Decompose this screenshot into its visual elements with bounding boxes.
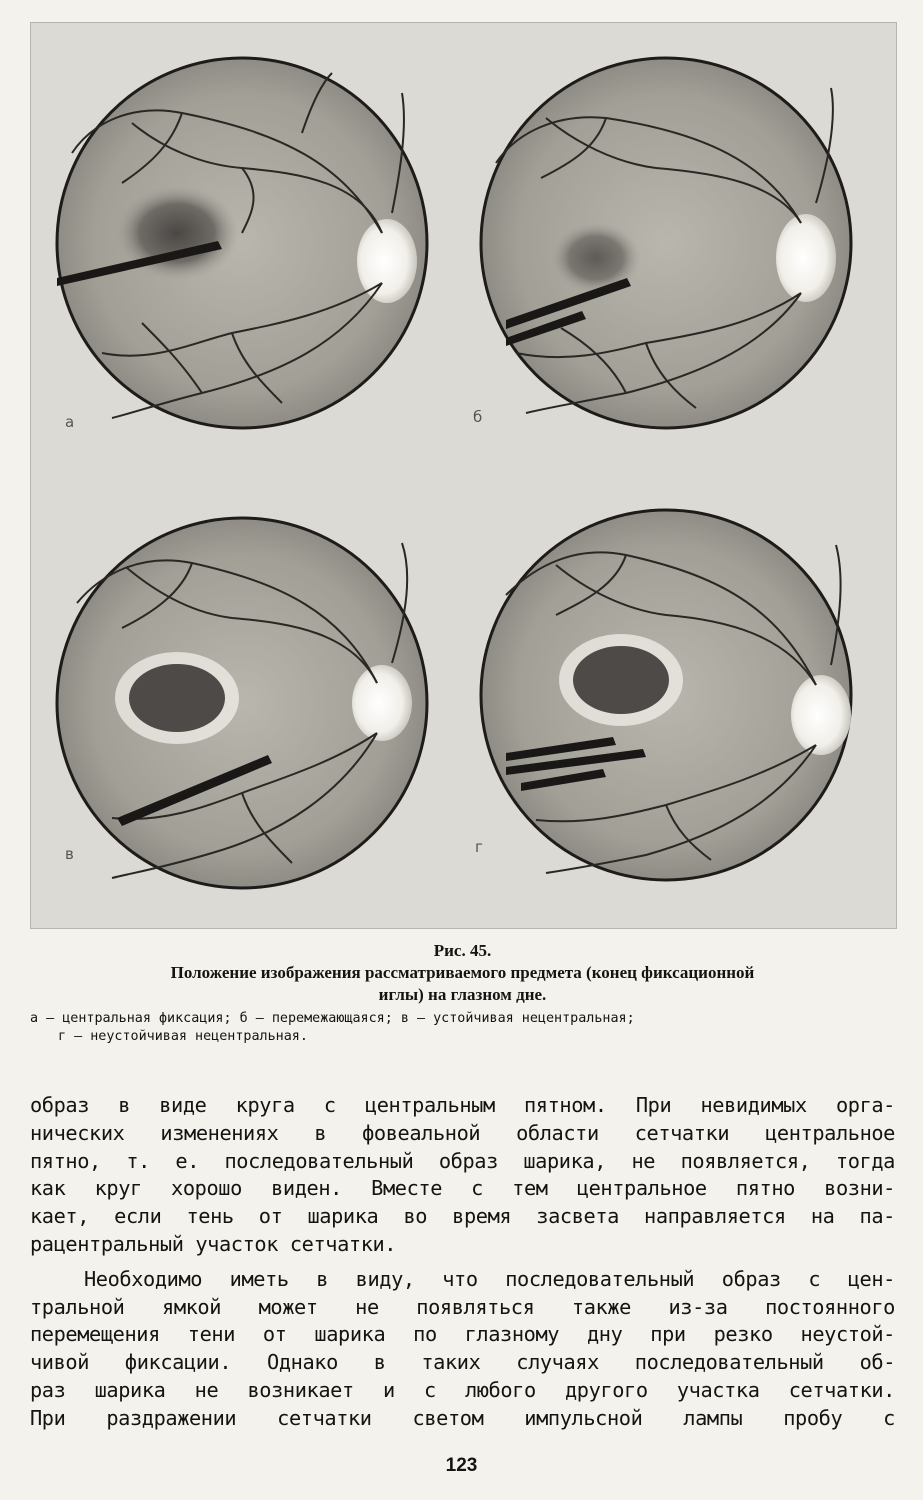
macula-area xyxy=(129,664,225,732)
text-line: При раздражении сетчатки светом импульсной лампы пробу с xyxy=(30,1405,895,1430)
text-line: рацентральный участок сетчатки. xyxy=(30,1231,397,1256)
page-number: 123 xyxy=(445,1455,478,1476)
paragraph-1 xyxy=(30,1092,895,1259)
text-line: раз шарика не возникает и с любого другого участка сетчатки. xyxy=(30,1377,895,1402)
macula-area xyxy=(573,646,669,714)
text-line: нических изменениях в фовеальной области сетчатки центральное xyxy=(30,1120,895,1145)
figure-legend xyxy=(30,1010,895,1046)
figure-plate xyxy=(30,22,897,929)
panel-letter-g: г xyxy=(475,838,483,856)
fundus-figure xyxy=(31,23,896,928)
fundus-panel-a xyxy=(57,58,427,428)
panel-letter-a: а xyxy=(65,413,75,431)
paragraph-2 xyxy=(30,1266,895,1433)
panel-letter-b: б xyxy=(473,408,483,426)
fundus-panel-g xyxy=(481,510,851,880)
body-text xyxy=(30,1092,895,1440)
figure-description-line-2: иглы) на глазном дне. xyxy=(378,985,547,1004)
text-line: как круг хорошо виден. Вместе с тем центральное пятно возни- xyxy=(30,1176,895,1201)
panel-letter-v: в xyxy=(65,845,74,863)
optic-disc xyxy=(352,665,412,741)
optic-disc xyxy=(357,219,417,303)
figure-title: Рис. 45. xyxy=(433,941,492,960)
text-line: чивой фиксации. Однако в таких случаях последовательный об- xyxy=(30,1350,895,1375)
legend-line-1: а — центральная фиксация; б — перемежающаяся; в — устойчивая нецентральная; xyxy=(30,1011,635,1026)
figure-description-line-1: Положение изображения рассматриваемого предмета (конец фиксационной xyxy=(170,963,755,982)
figure-caption xyxy=(30,940,895,1046)
text-line: кает, если тень от шарика во время засвета направляется на па- xyxy=(30,1204,895,1229)
legend-line-2: г — неустойчивая нецентральная. xyxy=(58,1029,308,1044)
text-line: образ в виде круга с центральным пятном. При невидимых орга- xyxy=(30,1093,895,1117)
text-line: тральной ямкой может не появляться также из-за постоянного xyxy=(30,1294,895,1319)
text-line: Необходимо иметь в виду, что последовательный образ с цен- xyxy=(84,1266,895,1291)
text-line: перемещения тени от шарика по глазному дну при резко неустой- xyxy=(30,1322,895,1347)
text-line: пятно, т. е. последовательный образ шарика, не появляется, тогда xyxy=(30,1148,895,1173)
fundus-panel-v xyxy=(57,518,427,888)
optic-disc xyxy=(776,214,836,302)
optic-disc xyxy=(791,675,851,755)
fundus-panel-b xyxy=(481,58,851,428)
